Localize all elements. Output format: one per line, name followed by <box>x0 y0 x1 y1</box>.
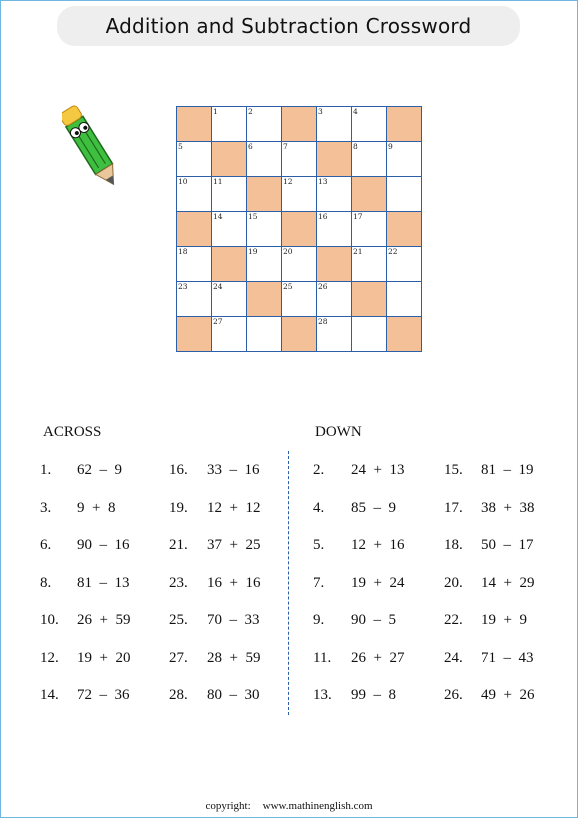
across-clue-expression: 19 + 20 <box>77 650 131 666</box>
answer-cell[interactable] <box>282 247 317 282</box>
clue-number: 27 <box>213 317 223 326</box>
answer-cell[interactable] <box>387 282 422 317</box>
answer-cell[interactable] <box>247 107 282 142</box>
clue-number: 2 <box>248 107 253 116</box>
down-clue-expression: 71 – 43 <box>481 650 534 666</box>
answer-cell[interactable] <box>387 177 422 212</box>
down-clue-number: 5. <box>313 537 325 553</box>
down-clue-expression: 12 + 16 <box>351 537 405 553</box>
answer-cell[interactable] <box>177 177 212 212</box>
clue-number: 28 <box>318 317 328 326</box>
across-clue-expression: 26 + 59 <box>77 612 131 628</box>
across-clue-number: 3. <box>40 500 52 516</box>
answer-cell[interactable] <box>212 107 247 142</box>
down-clue-expression: 81 – 19 <box>481 462 534 478</box>
pencil-icon <box>62 96 134 196</box>
shaded-cell <box>317 247 352 282</box>
down-clue-expression: 90 – 5 <box>351 612 396 628</box>
down-clue-number: 11. <box>313 650 332 666</box>
answer-cell[interactable] <box>282 142 317 177</box>
answer-cell[interactable] <box>282 177 317 212</box>
answer-cell[interactable] <box>212 212 247 247</box>
down-clue-expression: 50 – 17 <box>481 537 534 553</box>
answer-cell[interactable] <box>317 317 352 352</box>
answer-cell[interactable] <box>317 282 352 317</box>
copyright-label: copyright: <box>205 800 251 812</box>
shaded-cell <box>177 317 212 352</box>
shaded-cell <box>212 142 247 177</box>
across-clue-expression: 12 + 12 <box>207 500 261 516</box>
clue-number: 26 <box>318 282 328 291</box>
across-heading: ACROSS <box>43 424 102 440</box>
answer-cell[interactable] <box>352 212 387 247</box>
shaded-cell <box>387 212 422 247</box>
page-title: Addition and Subtraction Crossword <box>105 14 472 38</box>
clue-number: 6 <box>248 142 253 151</box>
down-clue-number: 15. <box>444 462 463 478</box>
answer-cell[interactable] <box>212 282 247 317</box>
clue-number: 14 <box>213 212 223 221</box>
answer-cell[interactable] <box>177 247 212 282</box>
clue-number: 25 <box>283 282 293 291</box>
down-clue-number: 4. <box>313 500 325 516</box>
clue-number: 11 <box>213 177 223 186</box>
clue-number: 17 <box>353 212 363 221</box>
down-clue-number: 9. <box>313 612 325 628</box>
answer-cell[interactable] <box>352 247 387 282</box>
down-clue-number: 17. <box>444 500 463 516</box>
clue-number: 24 <box>213 282 223 291</box>
shaded-cell <box>352 177 387 212</box>
down-clue-expression: 85 – 9 <box>351 500 396 516</box>
clue-number: 16 <box>318 212 328 221</box>
clue-number: 15 <box>248 212 258 221</box>
down-clue-number: 7. <box>313 575 325 591</box>
clue-number: 3 <box>318 107 323 116</box>
clue-number: 13 <box>318 177 328 186</box>
across-clue-expression: 9 + 8 <box>77 500 116 516</box>
shaded-cell <box>177 107 212 142</box>
down-clue-number: 24. <box>444 650 463 666</box>
clue-number: 5 <box>178 142 183 151</box>
answer-cell[interactable] <box>247 212 282 247</box>
answer-cell[interactable] <box>177 282 212 317</box>
answer-cell[interactable] <box>317 212 352 247</box>
column-divider <box>288 451 289 715</box>
clue-number: 4 <box>353 107 358 116</box>
clue-number: 12 <box>283 177 293 186</box>
answer-cell[interactable] <box>282 282 317 317</box>
down-clue-expression: 19 + 9 <box>481 612 527 628</box>
across-clue-number: 6. <box>40 537 52 553</box>
clue-number: 8 <box>353 142 358 151</box>
across-clue-number: 16. <box>169 462 188 478</box>
across-clue-expression: 80 – 30 <box>207 687 260 703</box>
down-clue-expression: 49 + 26 <box>481 687 535 703</box>
across-clue-expression: 28 + 59 <box>207 650 261 666</box>
shaded-cell <box>317 142 352 177</box>
across-clue-expression: 62 – 9 <box>77 462 122 478</box>
answer-cell[interactable] <box>317 177 352 212</box>
down-clue-expression: 26 + 27 <box>351 650 405 666</box>
clue-number: 20 <box>283 247 293 256</box>
across-clue-number: 28. <box>169 687 188 703</box>
across-clue-number: 19. <box>169 500 188 516</box>
clue-number: 22 <box>388 247 398 256</box>
across-clue-expression: 81 – 13 <box>77 575 130 591</box>
answer-cell[interactable] <box>247 142 282 177</box>
across-clue-number: 1. <box>40 462 52 478</box>
across-clue-number: 10. <box>40 612 59 628</box>
across-clue-number: 12. <box>40 650 59 666</box>
clue-number: 23 <box>178 282 188 291</box>
down-clue-number: 26. <box>444 687 463 703</box>
down-clue-expression: 14 + 29 <box>481 575 535 591</box>
clue-number: 1 <box>213 107 218 116</box>
answer-cell[interactable] <box>317 107 352 142</box>
down-heading: DOWN <box>315 424 362 440</box>
clue-number: 19 <box>248 247 258 256</box>
across-clue-expression: 16 + 16 <box>207 575 261 591</box>
answer-cell[interactable] <box>212 177 247 212</box>
shaded-cell <box>282 107 317 142</box>
down-clue-expression: 24 + 13 <box>351 462 405 478</box>
shaded-cell <box>352 282 387 317</box>
shaded-cell <box>212 247 247 282</box>
clue-number: 18 <box>178 247 188 256</box>
across-clue-number: 27. <box>169 650 188 666</box>
across-clue-number: 21. <box>169 537 188 553</box>
across-clue-number: 23. <box>169 575 188 591</box>
answer-cell[interactable] <box>177 142 212 177</box>
clue-number: 21 <box>353 247 363 256</box>
shaded-cell <box>177 212 212 247</box>
answer-cell[interactable] <box>387 142 422 177</box>
answer-cell[interactable] <box>247 247 282 282</box>
clue-number: 10 <box>178 177 188 186</box>
shaded-cell <box>247 282 282 317</box>
site-url: www.mathinenglish.com <box>262 800 373 812</box>
across-clue-number: 14. <box>40 687 59 703</box>
answer-cell[interactable] <box>387 247 422 282</box>
across-clue-expression: 37 + 25 <box>207 537 261 553</box>
crossword-grid <box>176 106 422 352</box>
across-clue-expression: 90 – 16 <box>77 537 130 553</box>
down-clue-number: 18. <box>444 537 463 553</box>
answer-cell[interactable] <box>352 142 387 177</box>
title-bar <box>57 6 520 46</box>
down-clue-number: 22. <box>444 612 463 628</box>
footer <box>0 800 578 812</box>
down-clue-expression: 19 + 24 <box>351 575 405 591</box>
shaded-cell <box>282 212 317 247</box>
clue-number: 9 <box>388 142 393 151</box>
down-clue-number: 13. <box>313 687 332 703</box>
down-clue-number: 20. <box>444 575 463 591</box>
across-clue-number: 8. <box>40 575 52 591</box>
answer-cell[interactable] <box>247 317 282 352</box>
shaded-cell <box>247 177 282 212</box>
down-clue-expression: 99 – 8 <box>351 687 396 703</box>
down-clue-number: 2. <box>313 462 325 478</box>
answer-cell[interactable] <box>212 317 247 352</box>
answer-cell[interactable] <box>352 317 387 352</box>
down-clue-expression: 38 + 38 <box>481 500 535 516</box>
across-clue-expression: 33 – 16 <box>207 462 260 478</box>
across-clue-number: 25. <box>169 612 188 628</box>
shaded-cell <box>282 317 317 352</box>
across-clue-expression: 70 – 33 <box>207 612 260 628</box>
clue-number: 7 <box>283 142 288 151</box>
shaded-cell <box>387 107 422 142</box>
answer-cell[interactable] <box>352 107 387 142</box>
shaded-cell <box>387 317 422 352</box>
across-clue-expression: 72 – 36 <box>77 687 130 703</box>
